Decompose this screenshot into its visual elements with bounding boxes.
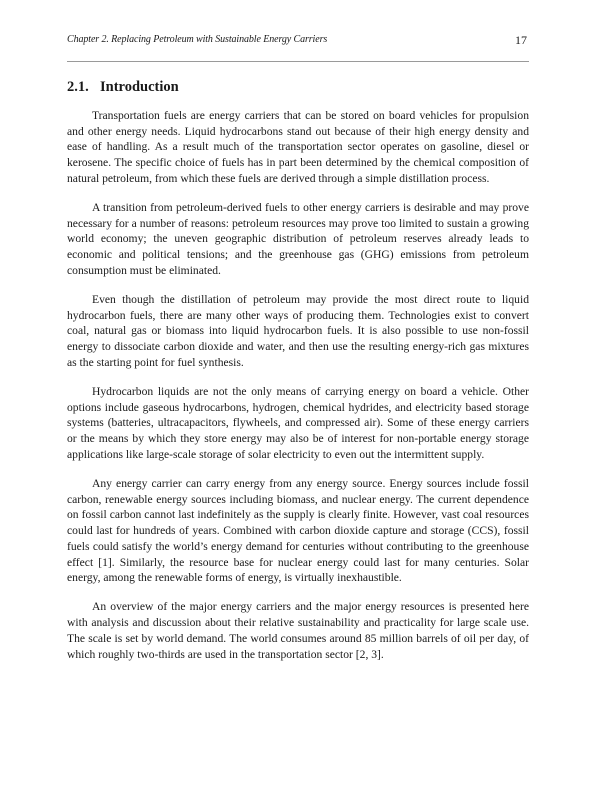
section-number: 2.1. <box>67 79 89 95</box>
section-heading <box>67 79 179 96</box>
paragraph: Transportation fuels are energy carriers that can be stored on board vehicles for propulsion and other energy needs. Liquid hydrocarbons stand out because of their high energy density and ease of handling. As a result much of the transportation sector operates on gasoline, diesel or kerosene. The specific choice of fuels has in part been determined by the chemical composition of natural petroleum, from which these fuels are derived through a simple distillation process. <box>67 109 529 185</box>
section-title: Introduction <box>100 79 179 95</box>
paragraph: Hydrocarbon liquids are not the only means of carrying energy on board a vehicle. Other options include gaseous hydrocarbons, hydrogen, chemical hydrides, and electricity based storage systems (batteries, ultracapacitors, flywheels, and compressed air). Some of these energy carriers or the means by which they store energy may also be of interest for non-portable energy storage applications like large-scale storage of solar electricity to even out the intermittent supply. <box>67 385 529 461</box>
paragraph: Even though the distillation of petroleum may provide the most direct route to liquid hydrocarbon fuels, there are many other ways of producing them. Technologies exist to convert coal, natural gas or biomass into liquid hydrocarbon fuels. It is also possible to use non-fossil energy to dissociate carbon dioxide and water, and then use the resulting energy-rich gas mixtures as the starting point for fuel synthesis. <box>67 293 529 369</box>
page-number: 17 <box>515 33 527 47</box>
running-title: Chapter 2. Replacing Petroleum with Sustainable Energy Carriers <box>67 34 328 45</box>
paragraph: A transition from petroleum-derived fuels to other energy carriers is desirable and may prove necessary for a number of reasons: petroleum resources may prove too limited to sustain a growing world economy; the uneven geographic distribution of petroleum reserves already leads to economic and political tensions; and the greenhouse gas (GHG) emissions from petroleum consumption must be eliminated. <box>67 201 529 277</box>
paragraph: An overview of the major energy carriers and the major energy resources is presented here with analysis and discussion about their relative sustainability and practicality for large scale use. The scale is set by world demand. The world consumes around 85 million barrels of oil per day, of which roughly two-thirds are used in the transportation sector [2, 3]. <box>67 600 529 661</box>
page-header <box>67 34 529 50</box>
body-text <box>67 108 529 676</box>
header-rule <box>67 61 529 62</box>
paragraph: Any energy carrier can carry energy from any energy source. Energy sources include fossil carbon, renewable energy sources including biomass, and nuclear energy. The current dependence on fossil carbon cannot last indefinitely as the supply is clearly finite. However, vast coal resources could last for hundreds of years. Combined with carbon dioxide capture and storage (CCS), fossil fuels could satisfy the world’s energy demand for centuries without contributing to the greenhouse effect [1]. Similarly, the resource base for nuclear energy could last for many centuries. Solar energy, among the renewable forms of energy, is virtually inexhaustible. <box>67 477 529 585</box>
